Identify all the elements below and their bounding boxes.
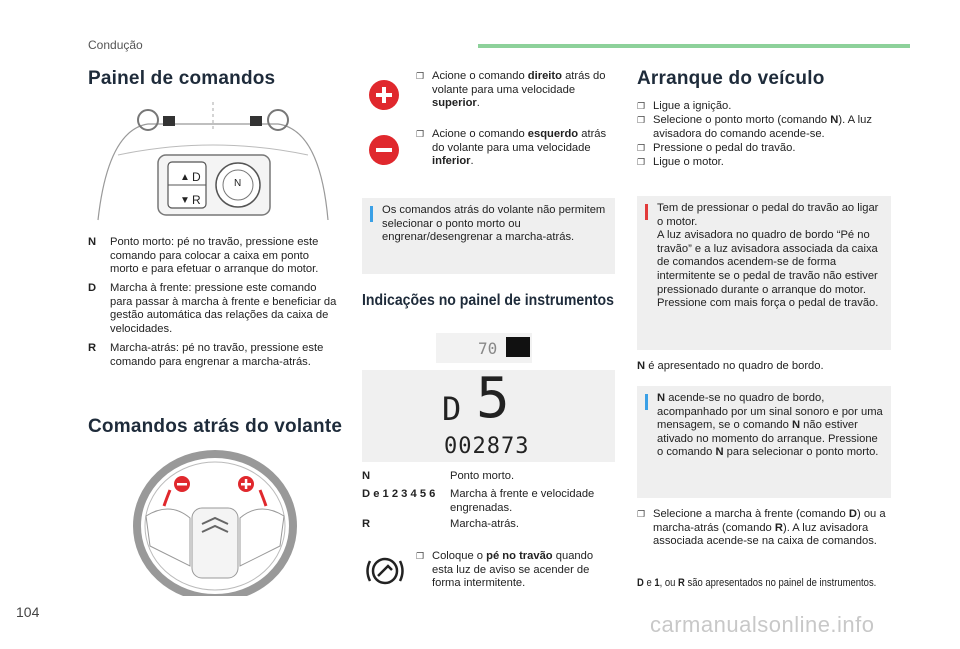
bullet-minus: ❐ Acione o comando esquerdo atrás do volante para uma velocidade inferior.	[416, 128, 607, 168]
gear-number: 5	[476, 366, 510, 431]
title-arranque: Arranque do veículo	[637, 68, 825, 89]
title-comandos-volante: Comandos atrás do volante	[88, 416, 343, 437]
section-header: Condução	[88, 38, 143, 52]
start-bullet-1: ❐ Ligue a ignição.	[637, 100, 732, 112]
n-displayed-line: N é apresentado no quadro de bordo.	[637, 360, 824, 372]
warning-icon	[645, 204, 648, 220]
selector-d-label: D	[192, 170, 201, 184]
page-number: 104	[16, 604, 40, 620]
brake-warning-icon	[366, 556, 404, 586]
gear-display	[362, 366, 615, 462]
start-bullet-3: ❐ Pressione o pedal do travão.	[637, 142, 796, 154]
speed-display	[436, 333, 532, 363]
start-bullet-5: ❐ Selecione a marcha à frente (comando D) ou a marcha-atrás (comando R). A luz avisadora associada acende-se na caixa de comandos.	[637, 508, 886, 548]
info-box-neutral: N acende-se no quadro de bordo, acompanhado por um sinal sonoro e por uma mensagem, se o comando N não estiver ativado no momento do arranque. Pressione o comando N para selecionar o ponto morto.	[637, 386, 891, 498]
gear-selector-illustration	[88, 100, 338, 230]
header-rule	[478, 44, 910, 48]
row-d: D e 1 2 3 4 5 6 Marcha à frente e velocidade engrenadas.	[362, 488, 595, 514]
info-icon	[370, 206, 373, 222]
paddle-minus-icon	[369, 135, 399, 165]
bullet-plus: ❐ Acione o comando direito atrás do volante para uma velocidade superior.	[416, 70, 606, 110]
svg-text:▼: ▼	[180, 195, 190, 206]
def-d: D Marcha à frente: pressione este comando para passar à marcha à frente e beneficiar da gestão automática das relações da caixa de velocidades.	[88, 282, 337, 335]
def-r: R Marcha-atrás: pé no travão, pressione este comando para engrenar a marcha-atrás.	[88, 342, 324, 368]
start-bullet-2: ❐ Selecione o ponto morto (comando N). A luz avisadora do comando acende-se.	[637, 114, 872, 140]
warning-box-brake: Tem de pressionar o pedal do travão ao ligar o motor. A luz avisadora no quadro de bordo “Pé no travão” e a luz avisadora associada da caixa de comandos acendem-se de forma intermitente se o pedal de travão não estiver pressionado durante o arranque do motor. Pressione com mais força o pedal de travão.	[637, 196, 891, 350]
title-painel-comandos: Painel de comandos	[88, 68, 276, 89]
start-bullet-4: ❐ Ligue o motor.	[637, 156, 724, 168]
gear-letter: D	[442, 390, 462, 428]
title-indicacoes: Indicações no painel de instrumentos	[362, 292, 614, 309]
odometer: 002873	[444, 434, 530, 459]
footnote: D e 1, ou R são apresentados no painel de instrumentos.	[637, 577, 877, 589]
selector-n-label: N	[234, 178, 242, 189]
speed-value: 70	[478, 339, 498, 358]
paddle-plus-icon	[369, 80, 399, 110]
steering-wheel-illustration	[130, 446, 300, 596]
info-icon	[645, 394, 648, 410]
watermark: carmanualsonline.info	[650, 612, 875, 637]
row-n: N Ponto morto.	[362, 470, 515, 482]
def-n: N Ponto morto: pé no travão, pressione este comando para colocar a caixa em ponto morto e para efetuar o arranque do motor.	[88, 236, 319, 276]
row-r: R Marcha-atrás.	[362, 518, 520, 530]
info-box-paddles: Os comandos atrás do volante não permitem selecionar o ponto morto ou engrenar/desengrenar a marcha-atrás.	[362, 198, 615, 274]
bullet-brake: ❐ Coloque o pé no travão quando esta luz de aviso se acender de forma intermitente.	[416, 550, 594, 590]
selector-r-label: R	[192, 193, 201, 207]
svg-text:▲: ▲	[180, 172, 190, 183]
